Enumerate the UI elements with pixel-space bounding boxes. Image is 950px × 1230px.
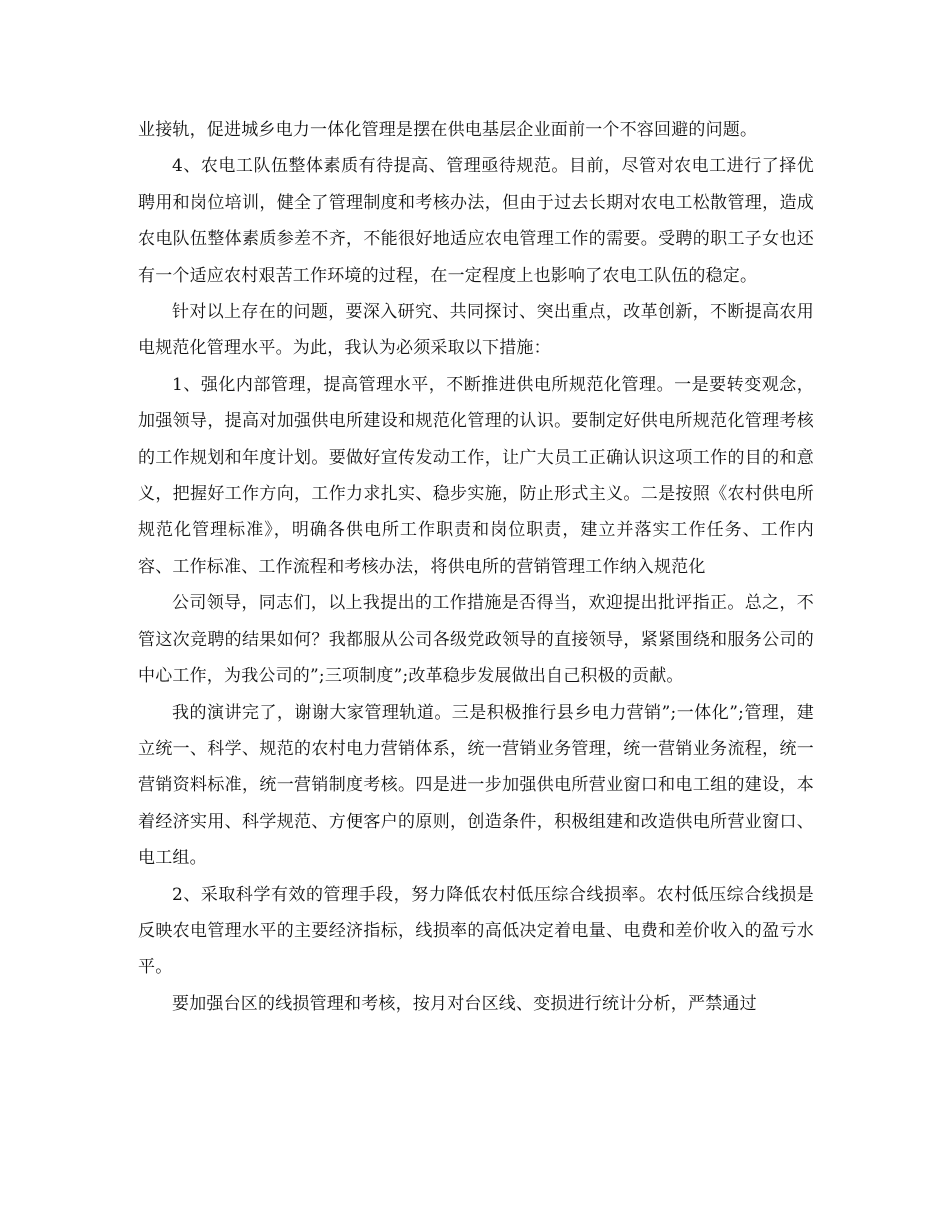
paragraph-5: 公司领导，同志们，以上我提出的工作措施是否得当，欢迎提出批评指正。总之，不管这次竞聘的结果如何？我都服从公司各级党政领导的直接领导，紧紧围绕和服务公司的中心工作，为我公司的”;三项制度”;改革稳步发展做出自己积极的贡献。 (138, 593, 814, 687)
paragraph-6: 我的演讲完了，谢谢大家管理轨道。三是积极推行县乡电力营销”;一体化”;管理，建立统一、科学、规范的农村电力营销体系，统一营销业务管理，统一营销业务流程，统一营销资料标准，统一营销制度考核。四是进一步加强供电所营业窗口和电工组的建设，本着经济实用、科学规范、方便客户的原则，创造条件，积极组建和改造供电所营业窗口、电工组。 (138, 702, 814, 869)
document-page (138, 112, 814, 1022)
paragraph-3: 针对以上存在的问题，要深入研究、共同探讨、突出重点，改革创新，不断提高农用电规范化管理水平。为此，我认为必须采取以下措施： (138, 302, 814, 359)
paragraph-7: 2、采取科学有效的管理手段，努力降低农村低压综合线损率。农村低压综合线损是反映农电管理水平的主要经济指标，线损率的高低决定着电量、电费和差价收入的盈亏水平。 (138, 884, 814, 978)
paragraph-1: 业接轨，促进城乡电力一体化管理是摆在供电基层企业面前一个不容回避的问题。 (138, 120, 758, 140)
paragraph-4: 1、强化内部管理，提高管理水平，不断推进供电所规范化管理。一是要转变观念，加强领导，提高对加强供电所建设和规范化管理的认识。要制定好供电所规范化管理考核的工作规划和年度计划。要做好宣传发动工作，让广大员工正确认识这项工作的目的和意义，把握好工作方向，工作力求扎实、稳步实施，防止形式主义。二是按照《农村供电所规范化管理标准》，明确各供电所工作职责和岗位职责，建立并落实工作任务、工作内容、工作标准、工作流程和考核办法，将供电所的营销管理工作纳入规范化 (138, 374, 814, 577)
paragraph-8: 要加强台区的线损管理和考核，按月对台区线、变损进行统计分析，严禁通过 (172, 993, 757, 1014)
paragraph-2: 4、农电工队伍整体素质有待提高、管理亟待规范。目前，尽管对农电工进行了择优聘用和岗位培训，健全了管理制度和考核办法，但由于过去长期对农电工松散管理，造成农电队伍整体素质参差不齐，不能很好地适应农电管理工作的需要。受聘的职工子女也还有一个适应农村艰苦工作环境的过程，在一定程度上也影响了农电工队伍的稳定。 (138, 156, 814, 286)
